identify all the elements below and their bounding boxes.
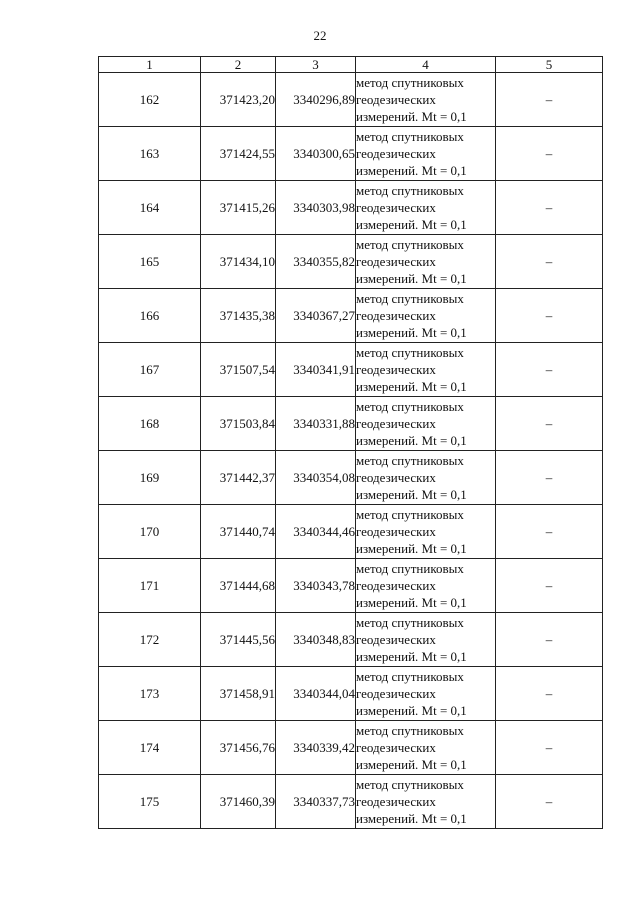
- method-line: геодезических: [356, 92, 436, 107]
- method-description: [356, 559, 496, 613]
- method-line: метод спутниковых: [356, 129, 464, 144]
- method-line: метод спутниковых: [356, 237, 464, 252]
- coordinate-y: 3340343,78: [276, 559, 356, 613]
- method-description: [356, 235, 496, 289]
- table-row: [99, 613, 603, 667]
- table-row: [99, 397, 603, 451]
- method-line: метод спутниковых: [356, 561, 464, 576]
- method-line: геодезических: [356, 470, 436, 485]
- method-description: [356, 613, 496, 667]
- coordinate-x: 371434,10: [201, 235, 276, 289]
- method-line: метод спутниковых: [356, 183, 464, 198]
- coordinate-y: 3340344,46: [276, 505, 356, 559]
- table-row: [99, 451, 603, 505]
- point-number: 173: [99, 667, 201, 721]
- note-dash: –: [496, 775, 603, 829]
- header-col-1: 1: [99, 57, 201, 73]
- method-line: геодезических: [356, 146, 436, 161]
- method-description: [356, 181, 496, 235]
- point-number: 164: [99, 181, 201, 235]
- header-col-4: 4: [356, 57, 496, 73]
- coordinate-x: 371444,68: [201, 559, 276, 613]
- table-row: [99, 721, 603, 775]
- method-line: метод спутниковых: [356, 615, 464, 630]
- method-line: геодезических: [356, 794, 436, 809]
- point-number: 168: [99, 397, 201, 451]
- point-number: 169: [99, 451, 201, 505]
- note-dash: –: [496, 73, 603, 127]
- header-col-2: 2: [201, 57, 276, 73]
- method-line: геодезических: [356, 200, 436, 215]
- method-line: измерений. Mt = 0,1: [356, 217, 467, 232]
- note-dash: –: [496, 181, 603, 235]
- point-number: 166: [99, 289, 201, 343]
- table-row: [99, 181, 603, 235]
- coordinate-y: 3340339,42: [276, 721, 356, 775]
- table-row: [99, 667, 603, 721]
- note-dash: –: [496, 559, 603, 613]
- header-col-3: 3: [276, 57, 356, 73]
- method-line: метод спутниковых: [356, 453, 464, 468]
- table-body: [99, 73, 603, 829]
- point-number: 165: [99, 235, 201, 289]
- coordinate-x: 371445,56: [201, 613, 276, 667]
- coordinate-x: 371458,91: [201, 667, 276, 721]
- coordinate-y: 3340341,91: [276, 343, 356, 397]
- method-line: геодезических: [356, 578, 436, 593]
- method-line: метод спутниковых: [356, 777, 464, 792]
- note-dash: –: [496, 235, 603, 289]
- point-number: 172: [99, 613, 201, 667]
- method-description: [356, 289, 496, 343]
- note-dash: –: [496, 289, 603, 343]
- method-line: метод спутниковых: [356, 345, 464, 360]
- method-line: метод спутниковых: [356, 399, 464, 414]
- method-line: измерений. Mt = 0,1: [356, 271, 467, 286]
- point-number: 163: [99, 127, 201, 181]
- coordinate-y: 3340303,98: [276, 181, 356, 235]
- method-line: измерений. Mt = 0,1: [356, 487, 467, 502]
- table-row: [99, 343, 603, 397]
- point-number: 175: [99, 775, 201, 829]
- coordinate-x: 371507,54: [201, 343, 276, 397]
- point-number: 174: [99, 721, 201, 775]
- note-dash: –: [496, 343, 603, 397]
- coordinate-y: 3340331,88: [276, 397, 356, 451]
- point-number: 167: [99, 343, 201, 397]
- method-line: геодезических: [356, 416, 436, 431]
- method-description: [356, 397, 496, 451]
- method-line: измерений. Mt = 0,1: [356, 649, 467, 664]
- page-number: 22: [313, 28, 327, 43]
- method-line: метод спутниковых: [356, 75, 464, 90]
- note-dash: –: [496, 721, 603, 775]
- coordinates-table: [98, 56, 603, 829]
- coordinate-y: 3340296,89: [276, 73, 356, 127]
- coordinate-y: 3340344,04: [276, 667, 356, 721]
- coordinate-x: 371442,37: [201, 451, 276, 505]
- note-dash: –: [496, 451, 603, 505]
- coordinate-y: 3340354,08: [276, 451, 356, 505]
- method-description: [356, 73, 496, 127]
- coordinate-x: 371424,55: [201, 127, 276, 181]
- method-description: [356, 667, 496, 721]
- method-description: [356, 343, 496, 397]
- note-dash: –: [496, 505, 603, 559]
- method-line: измерений. Mt = 0,1: [356, 703, 467, 718]
- note-dash: –: [496, 127, 603, 181]
- header-col-5: 5: [496, 57, 603, 73]
- coordinate-y: 3340337,73: [276, 775, 356, 829]
- method-line: геодезических: [356, 308, 436, 323]
- coordinate-x: 371456,76: [201, 721, 276, 775]
- point-number: 162: [99, 73, 201, 127]
- method-line: измерений. Mt = 0,1: [356, 325, 467, 340]
- point-number: 171: [99, 559, 201, 613]
- method-line: геодезических: [356, 362, 436, 377]
- method-description: [356, 775, 496, 829]
- method-line: метод спутниковых: [356, 669, 464, 684]
- method-line: геодезических: [356, 524, 436, 539]
- table-row: [99, 235, 603, 289]
- method-description: [356, 721, 496, 775]
- coordinate-y: 3340367,27: [276, 289, 356, 343]
- method-line: метод спутниковых: [356, 723, 464, 738]
- coordinate-y: 3340300,65: [276, 127, 356, 181]
- note-dash: –: [496, 397, 603, 451]
- note-dash: –: [496, 613, 603, 667]
- method-line: измерений. Mt = 0,1: [356, 595, 467, 610]
- coordinate-x: 371440,74: [201, 505, 276, 559]
- method-line: геодезических: [356, 254, 436, 269]
- note-dash: –: [496, 667, 603, 721]
- table-row: [99, 289, 603, 343]
- coordinate-x: 371423,20: [201, 73, 276, 127]
- method-description: [356, 127, 496, 181]
- coordinate-x: 371460,39: [201, 775, 276, 829]
- coordinate-x: 371503,84: [201, 397, 276, 451]
- table-header-row: [99, 57, 603, 73]
- table-row: [99, 775, 603, 829]
- method-line: измерений. Mt = 0,1: [356, 109, 467, 124]
- coordinate-y: 3340348,83: [276, 613, 356, 667]
- method-line: измерений. Mt = 0,1: [356, 379, 467, 394]
- method-line: метод спутниковых: [356, 507, 464, 522]
- method-line: измерений. Mt = 0,1: [356, 811, 467, 826]
- method-line: измерений. Mt = 0,1: [356, 163, 467, 178]
- coordinate-x: 371435,38: [201, 289, 276, 343]
- coordinate-x: 371415,26: [201, 181, 276, 235]
- method-line: геодезических: [356, 686, 436, 701]
- method-line: измерений. Mt = 0,1: [356, 541, 467, 556]
- table-row: [99, 559, 603, 613]
- coordinate-y: 3340355,82: [276, 235, 356, 289]
- method-line: метод спутниковых: [356, 291, 464, 306]
- method-description: [356, 505, 496, 559]
- method-description: [356, 451, 496, 505]
- table-row: [99, 127, 603, 181]
- table-row: [99, 505, 603, 559]
- method-line: геодезических: [356, 740, 436, 755]
- method-line: измерений. Mt = 0,1: [356, 757, 467, 772]
- table-row: [99, 73, 603, 127]
- method-line: геодезических: [356, 632, 436, 647]
- point-number: 170: [99, 505, 201, 559]
- method-line: измерений. Mt = 0,1: [356, 433, 467, 448]
